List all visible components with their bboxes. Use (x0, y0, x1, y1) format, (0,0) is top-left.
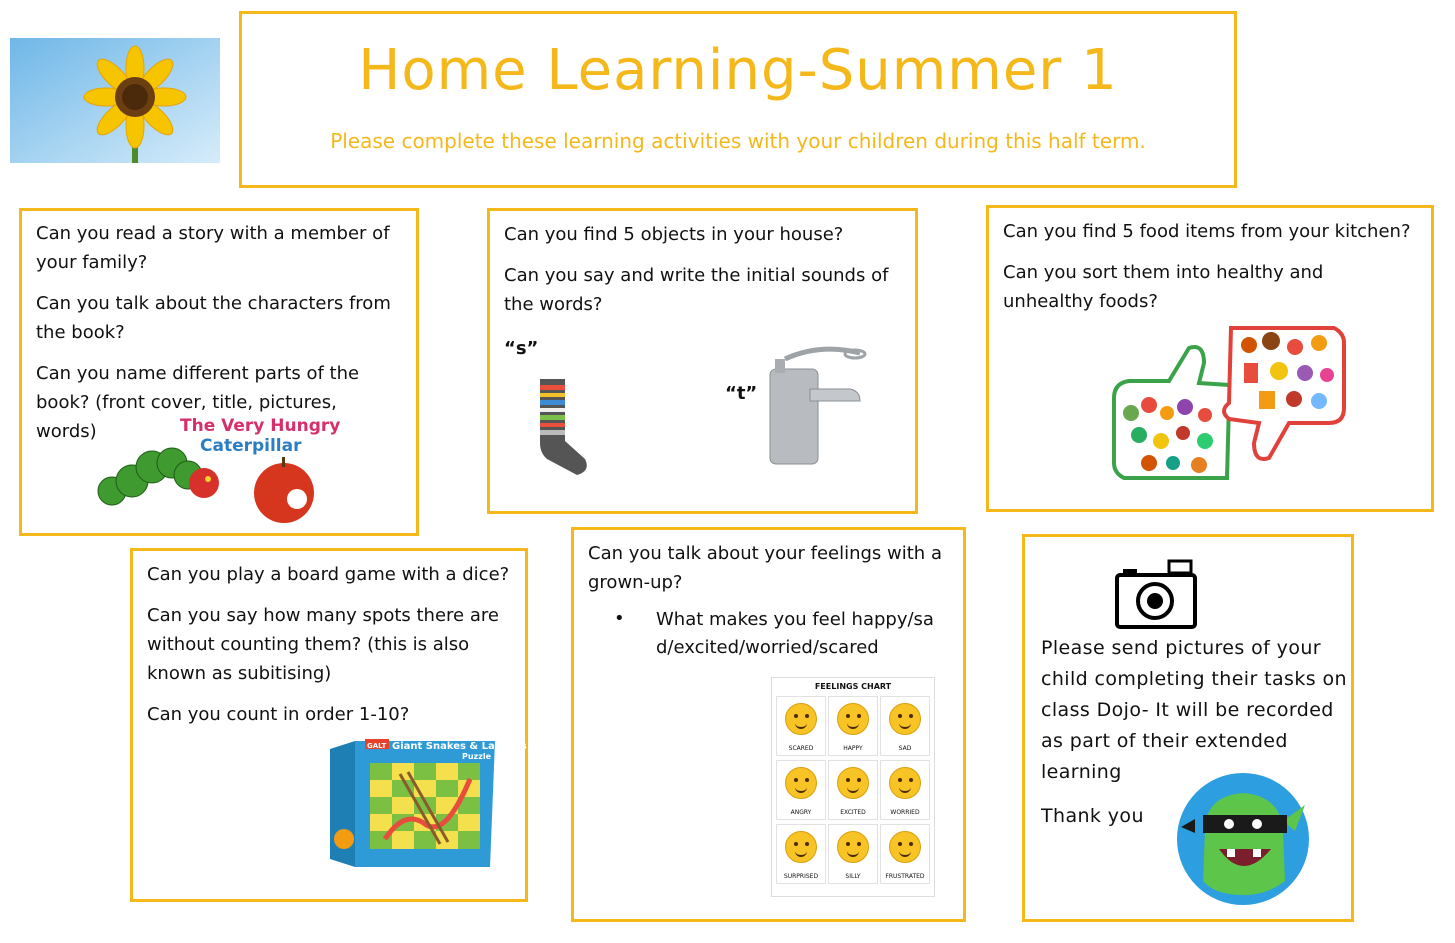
feelings-bullet-text: What makes you feel happy/sad/excited/worried/scared (656, 609, 934, 658)
emotion-label: ANGRY (790, 809, 812, 816)
board-game-card (130, 548, 528, 902)
emoji-face-icon (785, 703, 817, 735)
sound-t-label: “t” (725, 383, 758, 404)
emoji-face-icon (889, 703, 921, 735)
emotion-sad (880, 696, 930, 756)
dice-line-1: Can you play a board game with a dice? (147, 564, 510, 585)
food-line-1: Can you find 5 food items from your kitchen? (1003, 221, 1411, 242)
page-title: Home Learning-Summer 1 (358, 38, 1118, 103)
feelings-chart (771, 677, 935, 897)
camera-icon (1115, 559, 1197, 631)
snakes-ladders-box-image (330, 729, 527, 869)
dice-line-2: Can you say how many spots there are without counting them? (this is also known as subitising) (147, 605, 499, 684)
emotion-label: WORRIED (890, 809, 920, 816)
story-line-3: Can you name different parts of the book? (front cover, title, pictures, words) (36, 363, 360, 442)
feelings-card (571, 527, 966, 922)
dice-line-3: Can you count in order 1-10? (147, 704, 410, 725)
emotion-surprised (776, 824, 826, 884)
sunflower-image (10, 38, 220, 163)
feelings-chart-title: FEELINGS CHART (814, 682, 892, 691)
class-dojo-monster-icon (1175, 771, 1315, 911)
emoji-face-icon (785, 767, 817, 799)
emoji-face-icon (837, 767, 869, 799)
brand-label: GALT (367, 742, 387, 750)
story-line-1: Can you read a story with a member of your family? (36, 223, 390, 273)
emotion-label: SAD (898, 745, 912, 752)
emotion-angry (776, 760, 826, 820)
emotion-label: HAPPY (843, 745, 863, 752)
emotion-label: SCARED (788, 745, 814, 752)
tap-image (750, 341, 870, 466)
emotion-happy (828, 696, 878, 756)
emotion-label: SURPRISED (783, 873, 819, 880)
sock-image (535, 379, 590, 479)
food-line-2: Can you sort them into healthy and unhealthy foods? (1003, 262, 1324, 312)
sound-s-label: “s” (504, 338, 539, 359)
game-subtitle: Puzzle (462, 752, 492, 761)
emoji-face-icon (837, 831, 869, 863)
photos-instructions: Please send pictures of your child completing their tasks on class Dojo- It will be recorded as part of their extended learning (1041, 637, 1347, 783)
emotion-scared (776, 696, 826, 756)
objects-card (487, 208, 918, 514)
healthy-unhealthy-food-image (1109, 323, 1349, 488)
photos-card (1022, 534, 1354, 922)
emotion-label: EXCITED (840, 809, 866, 816)
story-card (19, 208, 419, 536)
book-title-line1: The Very Hungry (180, 416, 341, 436)
game-title: Giant Snakes & Ladders (392, 741, 527, 752)
bullet-dot: • (614, 608, 625, 629)
emoji-face-icon (785, 831, 817, 863)
emotion-excited (828, 760, 878, 820)
emotion-worried (880, 760, 930, 820)
story-line-2: Can you talk about the characters from the book? (36, 293, 391, 343)
emoji-face-icon (889, 831, 921, 863)
book-title-line2: Caterpillar (200, 436, 302, 456)
emotion-silly (828, 824, 878, 884)
caterpillar-image (92, 411, 341, 526)
emoji-face-icon (837, 703, 869, 735)
emotion-label: FRUSTRATED (885, 873, 925, 880)
objects-line-1: Can you find 5 objects in your house? (504, 224, 844, 245)
food-card (986, 205, 1434, 512)
feelings-line: Can you talk about your feelings with a grown-up? (588, 543, 942, 593)
emotion-frustrated (880, 824, 930, 884)
emoji-face-icon (889, 767, 921, 799)
emotion-label: SILLY (845, 873, 861, 880)
header-box (239, 11, 1237, 188)
page-subtitle: Please complete these learning activities with your children during this half term. (330, 129, 1146, 153)
objects-line-2: Can you say and write the initial sounds of the words? (504, 265, 889, 315)
thank-you-text: Thank you (1041, 805, 1144, 827)
